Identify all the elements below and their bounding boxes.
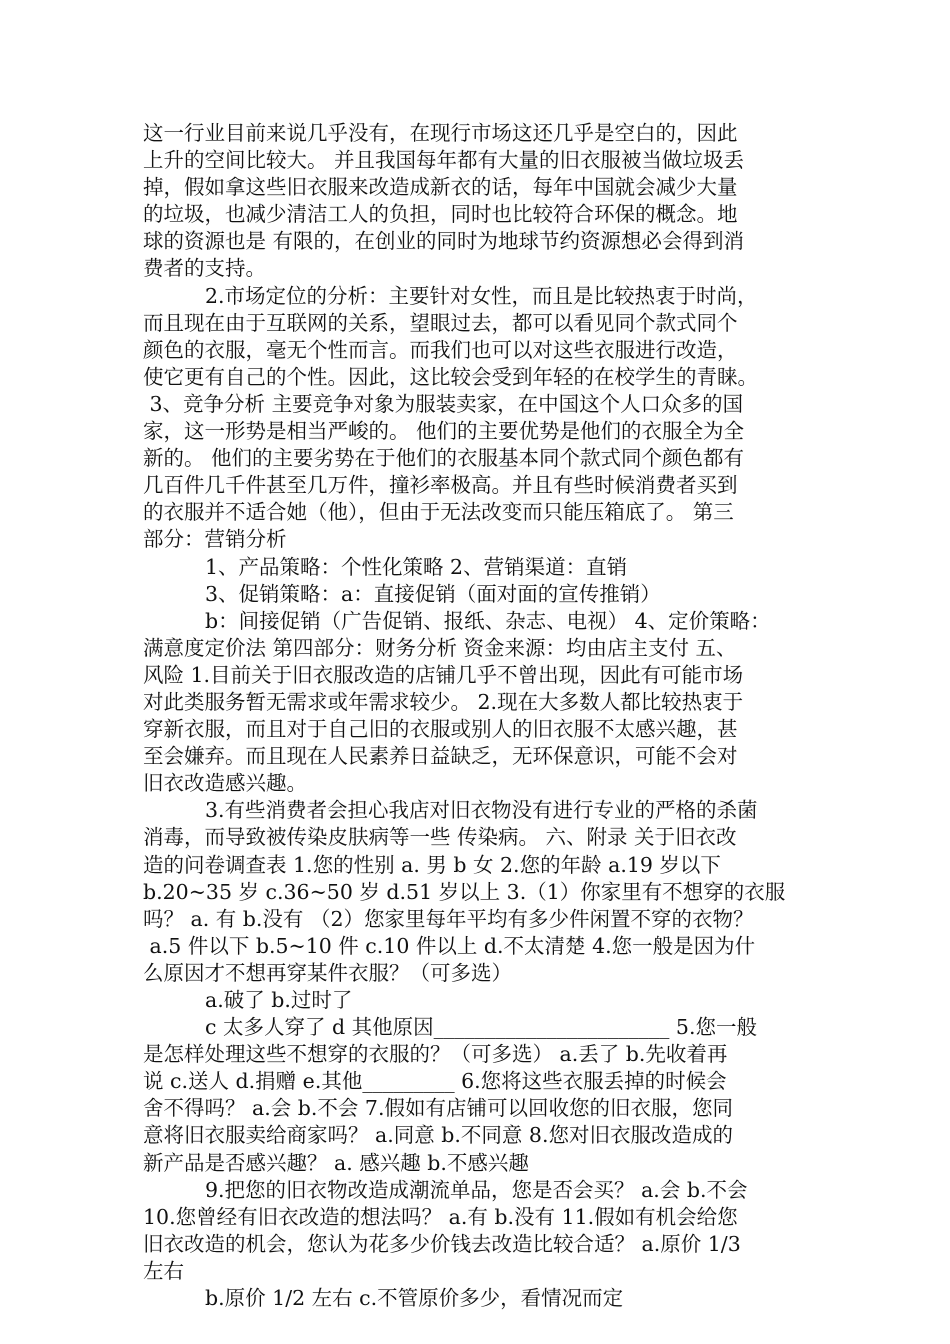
text-line: 颜色的衣服，毫无个性而言。而我们也可以对这些衣服进行改造， bbox=[143, 337, 738, 362]
text-line: 么原因才不想再穿某件衣服？（可多选） bbox=[143, 960, 512, 985]
text-line: 的垃圾，也减少清洁工人的负担，同时也比较符合环保的概念。地 bbox=[143, 202, 738, 227]
text-line: 是怎样处理这些不想穿的衣服的？（可多选） a.丢了 b.先收着再 bbox=[143, 1042, 728, 1067]
paragraph-option-b-c: b.原价 1/2 左右 c.不管原价多少，看情况而定 bbox=[205, 1286, 624, 1311]
text-line: 10.您曾经有旧衣改造的想法吗？ a.有 b.没有 11.假如有机会给您 bbox=[143, 1204, 738, 1229]
text-line: 而且现在由于互联网的关系，望眼过去，都可以看见同个款式同个 bbox=[143, 310, 738, 335]
text-line: 吗？ a. 有 b.没有 （2）您家里每年平均有多少件闲置不穿的衣物？ bbox=[143, 906, 754, 931]
text-line: 舍不得吗？ a.会 b.不会 7.假如有店铺可以回收您的旧衣服，您同 bbox=[143, 1096, 733, 1121]
text-line: 掉，假如拿这些旧衣服来改造成新衣的话，每年中国就会减少大量 bbox=[143, 175, 738, 200]
paragraph-market-positioning: 2.市场定位的分析：主要针对女性，而且是比较热衷于时尚， bbox=[205, 283, 758, 308]
text-line: b.20~35 岁 c.36~50 岁 d.51 岁以上 3.（1）你家里有不想穿的衣服 bbox=[143, 879, 786, 904]
paragraph-competition-analysis: 3、竞争分析 主要竞争对象为服装卖家，在中国这个人口众多的国 bbox=[143, 391, 744, 416]
text-line: 说 c.送人 d.捐赠 e.其他_________ 6.您将这些衣服丢掉的时候会 bbox=[143, 1069, 727, 1094]
text-line: a.5 件以下 b.5~10 件 c.10 件以上 d.不太清楚 4.您一般是因为什 bbox=[143, 933, 756, 958]
paragraph-product-strategy: 1、产品策略：个性化策略 2、营销渠道：直销 bbox=[205, 554, 628, 579]
text-line: 至会嫌弃。而且现在人民素养日益缺乏，无环保意识，可能不会对 bbox=[143, 744, 738, 769]
paragraph-indirect-promotion: b：间接促销（广告促销、报纸、杂志、电视） 4、定价策略： bbox=[205, 608, 771, 633]
text-line: 球的资源也是 有限的，在创业的同时为地球节约资源想必会得到消 bbox=[143, 229, 745, 254]
text-line: 满意度定价法 第四部分：财务分析 资金来源：均由店主支付 五、 bbox=[143, 635, 737, 660]
text-line: 穿新衣服，而且对于自己旧的衣服或别人的旧衣服不太感兴趣，甚 bbox=[143, 717, 738, 742]
text-line: 意将旧衣服卖给商家吗？ a.同意 b.不同意 8.您对旧衣服改造成的 bbox=[143, 1123, 733, 1148]
text-line: 对此类服务暂无需求或年需求较少。 2.现在大多数人都比较热衷于 bbox=[143, 689, 744, 714]
text-line: 新的。 他们的主要劣势在于他们的衣服基本同个款式同个颜色都有 bbox=[143, 446, 745, 471]
text-line: 新产品是否感兴趣？ a. 感兴趣 b.不感兴趣 bbox=[143, 1150, 529, 1175]
document-body bbox=[143, 120, 811, 1312]
paragraph-question-9: 9.把您的旧衣物改造成潮流单品，您是否会买？ a.会 b.不会 bbox=[205, 1177, 748, 1202]
paragraph-option-c-d: c 太多人穿了 d 其他原因_______________________ 5.您一般 bbox=[205, 1015, 757, 1040]
text-line: 部分：营销分析 bbox=[143, 527, 287, 552]
text-line: 左右 bbox=[143, 1258, 184, 1283]
text-line: 旧衣改造的机会，您认为花多少价钱去改造比较合适？ a.原价 1/3 bbox=[143, 1231, 741, 1256]
paragraph-option-a-b: a.破了 b.过时了 bbox=[205, 988, 353, 1012]
text-line: 造的问卷调查表 1.您的性别 a. 男 b 女 2.您的年龄 a.19 岁以下 bbox=[143, 852, 721, 877]
text-line: 使它更有自己的个性。因此，这比较会受到年轻的在校学生的青睐。 bbox=[143, 364, 758, 389]
text-line: 费者的支持。 bbox=[143, 256, 266, 281]
text-line: 的衣服并不适合她（他），但由于无法改变而只能压箱底了。 第三 bbox=[143, 500, 734, 525]
text-line: 风险 1.目前关于旧衣服改造的店铺几乎不曾出现，因此有可能市场 bbox=[143, 662, 744, 687]
text-line: 家，这一形势是相当严峻的。 他们的主要优势是他们的衣服全为全 bbox=[143, 419, 745, 444]
text-line: 几百件几千件甚至几万件，撞衫率极高。并且有些时候消费者买到 bbox=[143, 473, 738, 498]
paragraph-promotion-strategy: 3、促销策略：a：直接促销（面对面的宣传推销） bbox=[205, 581, 661, 606]
text-line: 旧衣改造感兴趣。 bbox=[143, 771, 307, 796]
text-line: 消毒，而导致被传染皮肤病等一些 传染病。 六、附录 关于旧衣改 bbox=[143, 825, 737, 850]
text-line: 这一行业目前来说几乎没有，在现行市场这还几乎是空白的，因此 bbox=[143, 121, 738, 145]
paragraph-risk-hygiene: 3.有些消费者会担心我店对旧衣物没有进行专业的严格的杀菌 bbox=[205, 798, 758, 823]
text-line: 上升的空间比较大。 并且我国每年都有大量的旧衣服被当做垃圾丢 bbox=[143, 148, 745, 173]
